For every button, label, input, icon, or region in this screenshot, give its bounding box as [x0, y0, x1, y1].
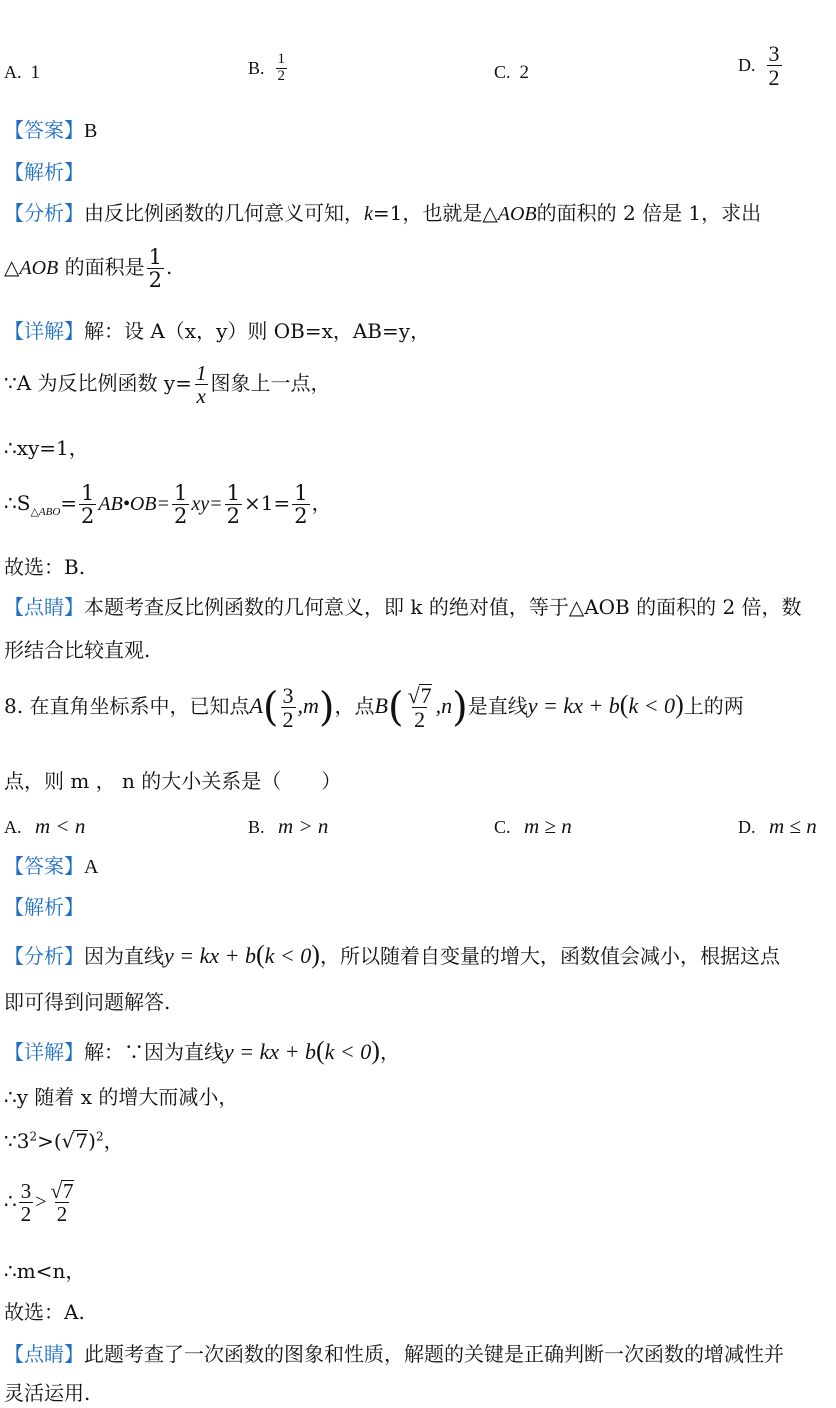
- option-letter: A.: [4, 62, 22, 82]
- q8-analysis-line1: 【分析】因为直线y = kx + b(k < 0)，所以随着自变量的增大，函数值会减小，根据这点: [4, 940, 780, 969]
- q8-comment-line2: 灵活运用.: [4, 1381, 91, 1405]
- q7-option-c: [494, 62, 529, 84]
- q8-stem-line1: 8. 在直角坐标系中，已知点A( $\frac{3}{2}$ ,m)，点B( $\frac{√7}{2}$ ,n)是直线y = kx + b(k < 0)上的两: [4, 683, 744, 733]
- q8-detail-line2: ∴y 随着 x 的增大而减小，: [4, 1085, 239, 1109]
- q7-option-b: [248, 52, 289, 85]
- option-letter: B.: [248, 817, 265, 837]
- q7-detail-line3: ∴xy=1，: [4, 436, 89, 460]
- q7-choice: 故选：B.: [4, 555, 86, 579]
- q7-option-d: [738, 42, 784, 89]
- fraction: $\frac{1}{2}$: [294, 481, 308, 529]
- detail-tag: 【详解】: [4, 1040, 84, 1064]
- q7-analysis-line1: 【分析】由反比例函数的几何意义可知，k=1，也就是△AOB的面积的 2 倍是 1，求出: [4, 201, 762, 225]
- fraction: $\frac{1}{2}$: [148, 245, 162, 293]
- q8-option-c: [494, 814, 572, 839]
- comment-tag: 【点睛】: [4, 1342, 84, 1366]
- q7-detail-line4: $\therefore S_{\triangle ABO}=$ $\frac{1}{2}$ AB•OB= $\frac{1}{2}$ xy= $\frac{1}{2}$ ×1= $\frac{1}{2}$ ，: [4, 481, 332, 529]
- fraction: $\frac{1}{2}$: [226, 481, 241, 529]
- q8-comment-line1: 【点睛】此题考查了一次函数的图象和性质，解题的关键是正确判断一次函数的增减性并: [4, 1342, 784, 1366]
- option-letter: C.: [494, 817, 511, 837]
- q7-option-a: [4, 62, 40, 84]
- comment-tag: 【点睛】: [4, 595, 84, 619]
- q8-stem-line2: 点，则 m ， n 的大小关系是（ ）: [4, 769, 342, 793]
- q7-jiexi-heading: 【解析】: [4, 160, 84, 184]
- fraction: $\frac{3}{2}$: [282, 683, 294, 733]
- fraction: $\frac{√7}{2}$: [50, 1179, 74, 1227]
- fraction: $\frac{1}{x}$: [195, 361, 207, 409]
- option-letter: A.: [4, 817, 22, 837]
- analysis-tag: 【分析】: [4, 201, 84, 225]
- q8-option-d: [738, 814, 817, 839]
- option-value: m > n: [278, 814, 329, 838]
- fraction: $\frac{1}{2}$: [81, 481, 95, 529]
- q7-comment-line2: 形结合比较直观.: [4, 638, 151, 662]
- q8-detail-line1: 【详解】解：∵因为直线y = kx + b(k < 0)，: [4, 1036, 400, 1065]
- option-fraction: $\frac{1}{2}$: [277, 51, 286, 84]
- fraction: $\frac{√7}{2}$: [407, 683, 432, 733]
- q8-detail-line3: $\because 3^2>(√7)^2$，: [4, 1129, 124, 1153]
- answer-tag: 【答案】: [4, 118, 84, 142]
- option-value: 1: [30, 62, 40, 83]
- fraction: $\frac{1}{2}$: [174, 481, 188, 529]
- q7-comment-line1: 【点睛】本题考查反比例函数的几何意义，即 k 的绝对值，等于△AOB 的面积的 2 倍，数: [4, 595, 802, 619]
- q7-answer: [4, 120, 97, 141]
- option-letter: D.: [738, 817, 756, 837]
- option-letter: B.: [248, 57, 265, 78]
- q8-detail-line4: ∴ $\frac{3}{2}$ > $\frac{√7}{2}$: [4, 1179, 74, 1227]
- option-letter: C.: [494, 62, 511, 82]
- q7-detail-line2: ∵A 为反比例函数 y= $\frac{1}{x}$ 图象上一点，: [4, 361, 331, 409]
- answer-value: A: [84, 856, 99, 878]
- option-letter: D.: [738, 55, 756, 76]
- analysis-tag: 【分析】: [4, 944, 84, 968]
- option-value: m < n: [35, 814, 86, 838]
- q7-detail-line1: 【详解】解：设 A（x，y）则 OB=x，AB=y，: [4, 319, 431, 343]
- option-value: m ≤ n: [769, 814, 817, 838]
- option-value: m ≥ n: [524, 814, 572, 838]
- q8-choice: 故选：A.: [4, 1300, 85, 1324]
- q8-answer: [4, 856, 98, 877]
- fraction: $\frac{3}{2}$: [20, 1179, 32, 1227]
- q8-detail-line5: ∴m<n，: [4, 1259, 86, 1283]
- option-fraction: $\frac{3}{2}$: [768, 41, 780, 91]
- answer-tag: 【答案】: [4, 854, 84, 878]
- option-value: 2: [519, 62, 530, 83]
- q8-analysis-line2: 即可得到问题解答.: [4, 990, 171, 1014]
- answer-value: B: [84, 120, 98, 142]
- q7-analysis-line2: △AOB 的面积是 $\frac{1}{2}$ .: [4, 245, 173, 293]
- q8-jiexi-heading: 【解析】: [4, 895, 84, 919]
- detail-tag: 【详解】: [4, 319, 84, 343]
- q8-option-a: [4, 814, 85, 839]
- q8-option-b: [248, 814, 328, 839]
